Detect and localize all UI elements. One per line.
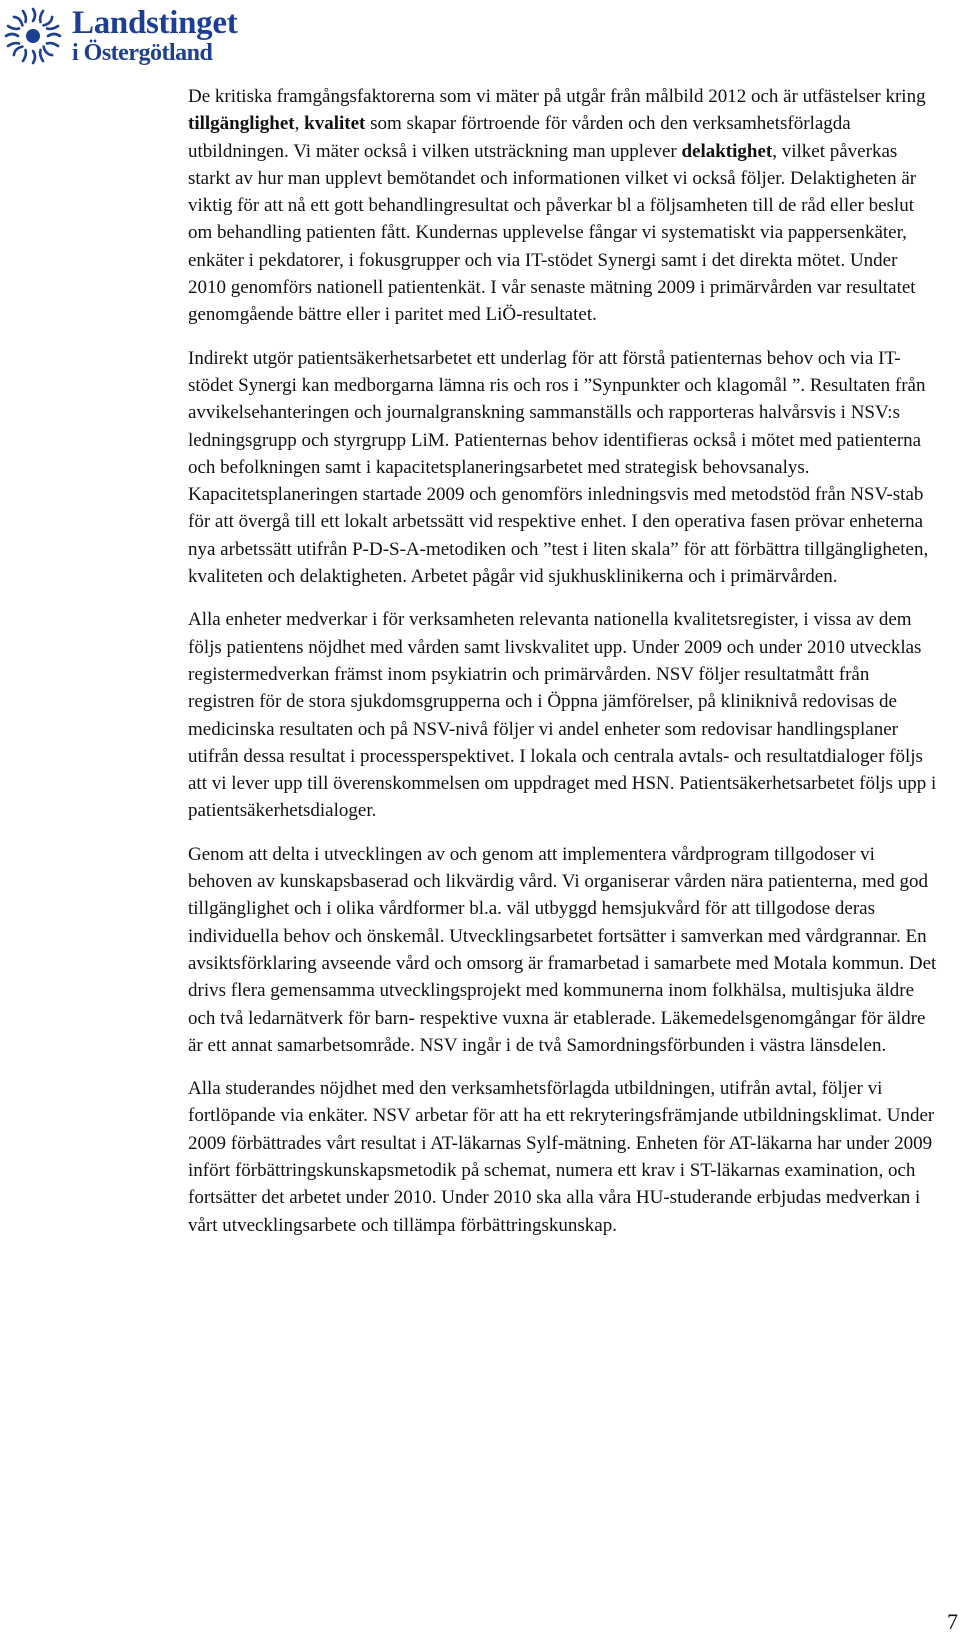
paragraph-5: Alla studerandes nöjdhet med den verksamhetsförlagda utbildningen, utifrån avtal, följer vi fortlöpande via enkäter. NSV arbetar för att ha ett rekryteringsfrämjande utbildningsklimat. Under 2009 förbättrades vårt resultat i AT-läkarnas Sylf-mätning. Enheten för AT-läkarna har under 2009 infört förbättringskunskapsmetodik på schemat, numera ett krav i ST-läkarnas examination, och fortsätter det arbetet under 2010. Under 2010 ska alla våra HU-studerande erbjudas medverkan i vårt utvecklingsarbete och tillämpa förbättringskunskap. <box>188 1078 935 1236</box>
logo <box>2 2 237 70</box>
paragraph-2: Indirekt utgör patientsäkerhetsarbetet ett underlag för att förstå patienternas behov och via IT-stödet Synergi kan medborgarna lämna ris och ros i ”Synpunkter och klagomål ”. Resultaten från avvikelsehanteringen och journalgranskning sammanställs och rapporteras halvårsvis i NSV:s ledningsgrupp och styrgrupp LiM. Patienternas behov identifieras också i mötet med patienterna och befolkningen samt i kapacitetsplaneringsarbetet med strategisk behovsanalys. Kapacitetsplaneringen startade 2009 och genomförs inledningsvis med metodstöd från NSV-stab för att övergå till ett lokalt arbetssätt vid respektive enhet. I den operativa fasen prövar enheterna nya arbetssätt utifrån P-D-S-A-metodiken och ”test i liten skala” för att förbättra tillgängligheten, kvaliteten och delaktigheten. Arbetet pågår vid sjukhusklinikerna och i primärvården. <box>188 347 929 588</box>
paragraph-4: Genom att delta i utvecklingen av och genom att implementera vårdprogram tillgodoser vi behoven av kunskapsbaserad och likvärdig vård. Vi organiserar vården nära patienterna, med god tillgänglighet och i olika vårdformer bl.a. väl utbyggd hemsjukvård för att tillgodose deras individuella behov och önskemål. Utvecklingsarbetet fortsätter i samverkan med vårdgrannar. En avsiktsförklaring avseende vård och omsorg är framarbetad i samarbete med Motala kommun. Det drivs flera gemensamma utvecklingsprojekt med kommunerna inom folkhälsa, multisjuka äldre och två ledarnätverk för barn- respektive vuxna är etablerade. Läkemedelsgenomgångar för äldre är ett annat samarbetsområde. NSV ingår i de två Samordningsförbunden i västra länsdelen. <box>188 843 937 1056</box>
sun-emblem-icon <box>2 5 64 67</box>
logo-line-2: i Östergötland <box>72 40 213 66</box>
logo-wordmark <box>72 7 237 65</box>
bold-term: kvalitet <box>304 113 366 135</box>
page-number: 7 <box>947 1609 958 1634</box>
bold-term: tillgänglighet <box>188 113 295 135</box>
paragraph-1: De kritiska framgångsfaktorerna som vi mäter på utgår från målbild 2012 och är utfästelser kring tillgänglighet, kvalitet som skapar förtroende för vården och den verksamhetsförlagda utbildningen. Vi mäter också i vilken utsträckning man upplever delaktighet, vilket påverkas starkt av hur man upplevt bemötandet och informationen vilket vi också följer. Delaktigheten är viktig för att nå ett gott behandlingresultat och påverkar bl a följsamheten till de råd eller beslut om behandling patienten fått. Kundernas upplevelse fångar vi systematiskt via pappersenkäter, enkäter i pekdatorer, i fokusgrupper och via IT-stödet Synergi samt i det direkta mötet. Under 2010 genomförs nationell patientenkät. I vår senaste mätning 2009 i primärvården var resultatet genomgående bättre eller i paritet med LiÖ-resultatet. <box>188 86 926 326</box>
document-body <box>188 83 940 1255</box>
logo-line-1: Landstinget <box>72 5 238 41</box>
paragraph-3: Alla enheter medverkar i för verksamheten relevanta nationella kvalitetsregister, i vissa av dem följs patientens nöjdhet med vården samt livskvalitet upp. Under 2009 och under 2010 utvecklas registermedverkan främst inom psykiatrin och primärvården. NSV följer resultatmått från registren för de stora sjukdomsgrupperna och i Öppna jämförelser, på kliniknivå redovisas de medicinska resultaten och på NSV-nivå följer vi andel enheter som redovisar handlingsplaner utifrån dessa resultat i processperspektivet. I lokala och centrala avtals- och resultatdialoger följs att vi lever upp till överenskommelsen om uppdraget med HSN. Patientsäkerhetsarbetet följs upp i patientsäkerhetsdialoger. <box>188 609 937 822</box>
bold-term: delaktighet <box>681 140 773 162</box>
